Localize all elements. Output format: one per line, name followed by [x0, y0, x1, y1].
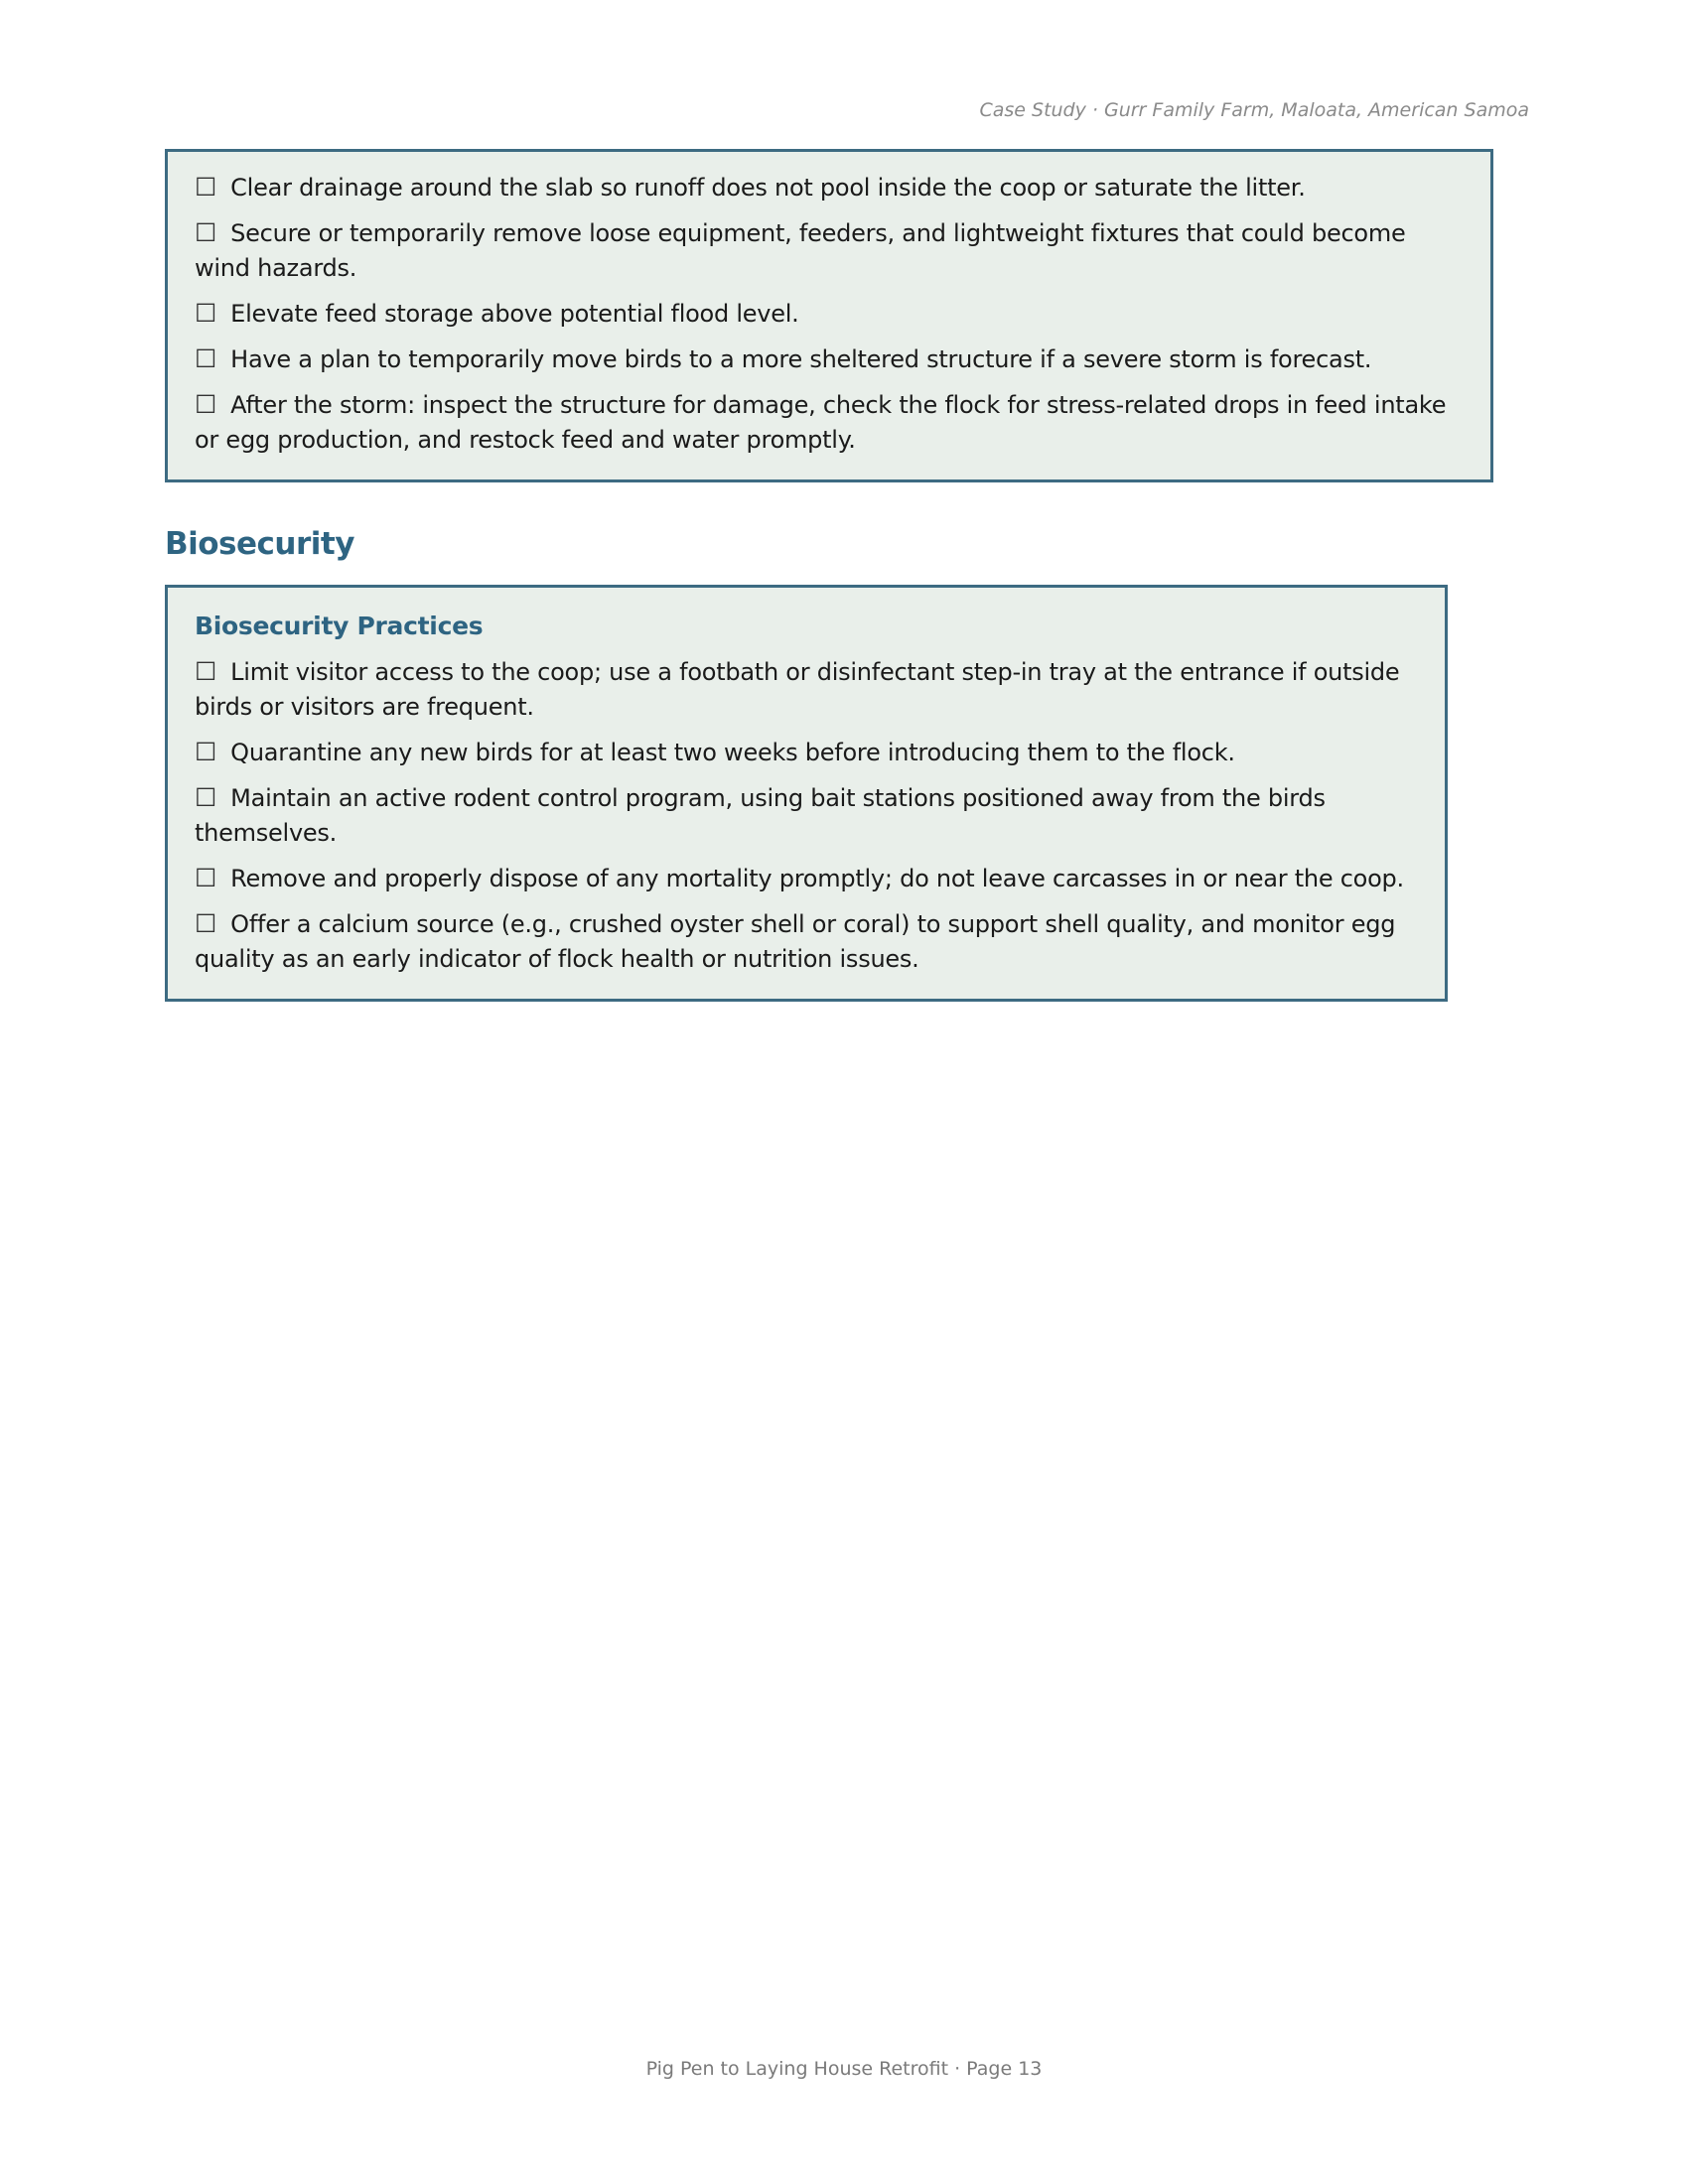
checklist-item-text: Quarantine any new birds for at least two weeks before introducing them to the flock. — [230, 739, 1235, 766]
biosecurity-practices-box — [165, 585, 1448, 1002]
checkbox-icon[interactable]: ☐ — [195, 390, 217, 419]
checklist-item — [195, 861, 1417, 896]
checklist-item-text: Clear drainage around the slab so runoff does not pool inside the coop or saturate the litter. — [230, 174, 1306, 202]
checklist-item-text: After the storm: inspect the structure for damage, check the flock for stress-related drops in feed intake or egg production, and restock feed and water promptly. — [195, 391, 1447, 454]
checkbox-icon[interactable]: ☐ — [195, 738, 217, 766]
checklist-item — [195, 215, 1463, 286]
checkbox-icon[interactable]: ☐ — [195, 657, 217, 686]
checklist-item-text: Have a plan to temporarily move birds to a more sheltered structure if a severe storm is forecast. — [230, 345, 1372, 373]
checklist-item-text: Elevate feed storage above potential flood level. — [230, 300, 799, 328]
checklist-item-text: Remove and properly dispose of any mortality promptly; do not leave carcasses in or near the coop. — [230, 865, 1404, 892]
storm-checklist-box — [165, 149, 1493, 482]
checklist-item — [195, 170, 1463, 205]
checkbox-icon[interactable]: ☐ — [195, 344, 217, 373]
section-heading-biosecurity: Biosecurity — [165, 526, 354, 562]
checkbox-icon[interactable]: ☐ — [195, 909, 217, 938]
checkbox-icon[interactable]: ☐ — [195, 864, 217, 892]
checklist-item — [195, 296, 1463, 332]
checklist-item — [195, 341, 1463, 377]
checklist-item — [195, 387, 1463, 458]
checklist-item-text: Limit visitor access to the coop; use a footbath or disinfectant step-in tray at the entrance if outside birds or visitors are frequent. — [195, 658, 1400, 721]
page-footer: Pig Pen to Laying House Retrofit · Page 13 — [645, 2058, 1043, 2080]
checklist-item — [195, 654, 1417, 725]
checkbox-icon[interactable]: ☐ — [195, 173, 217, 202]
box-title: Biosecurity Practices — [195, 612, 484, 640]
checkbox-icon[interactable]: ☐ — [195, 783, 217, 812]
checklist-item-text: Offer a calcium source (e.g., crushed oyster shell or coral) to support shell quality, and monitor egg quality as an early indicator of flock health or nutrition issues. — [195, 910, 1396, 973]
checklist-item — [195, 906, 1417, 977]
checkbox-icon[interactable]: ☐ — [195, 218, 217, 247]
checklist-item-text: Secure or temporarily remove loose equipment, feeders, and lightweight fixtures that could become wind hazards. — [195, 219, 1406, 282]
checklist-item — [195, 735, 1417, 770]
checklist-item — [195, 780, 1417, 851]
running-header: Case Study · Gurr Family Farm, Maloata, American Samoa — [979, 99, 1529, 121]
checklist-item-text: Maintain an active rodent control program, using bait stations positioned away from the birds themselves. — [195, 784, 1326, 847]
checkbox-icon[interactable]: ☐ — [195, 299, 217, 328]
